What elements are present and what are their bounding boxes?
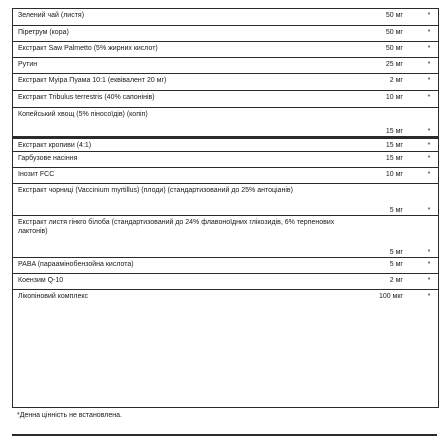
ingredient-name: Екстракт Муіра Пуама 10:1 (еквівалент 20 мг) — [18, 77, 167, 84]
ingredient-amount: 100 мкг — [378, 293, 403, 300]
ingredient-amount: 15 мг — [385, 155, 403, 162]
ingredient-amount: 5 мг — [389, 261, 403, 268]
daily-value-mark: * — [427, 171, 431, 178]
facts-row — [13, 151, 438, 168]
ingredient-amount: 15 мг — [385, 142, 403, 149]
daily-value-mark: * — [427, 94, 431, 101]
daily-value-mark: * — [427, 142, 431, 149]
facts-row — [13, 9, 438, 25]
ingredient-name: Гарбузове насіння — [18, 155, 78, 162]
daily-value-mark: * — [427, 293, 431, 300]
facts-row — [13, 215, 438, 258]
facts-row — [13, 73, 438, 91]
daily-value-mark: * — [427, 45, 431, 52]
ingredient-name: Копейський хвощ (5% піносоїдів) (копіп) — [18, 111, 148, 118]
facts-row — [13, 57, 438, 74]
daily-value-mark: * — [427, 277, 431, 284]
ingredient-amount: 25 мг — [385, 61, 403, 68]
daily-value-mark: * — [427, 29, 431, 36]
ingredient-name: PABA (параамінобензойна кислота) — [18, 261, 134, 268]
daily-value-mark: * — [427, 261, 431, 268]
ingredient-name: Екстракт кропиви (4:1) — [18, 142, 92, 149]
ingredient-name: Екстракт чорниці (Vaccinium myrtillus) (плоди) (стандартизований до 25% антоціанів) — [18, 187, 293, 194]
ingredient-name: Екстракт Tribulus terrestris (40% сапонінів) — [18, 94, 155, 101]
facts-row — [13, 273, 438, 290]
facts-row — [13, 167, 438, 184]
daily-value-mark: * — [427, 61, 431, 68]
ingredient-amount: 5 мг — [389, 249, 403, 256]
facts-row — [13, 289, 438, 307]
ingredient-amount: 15 мг — [385, 128, 403, 135]
ingredient-name: Екстракт листя гінкго білоба (стандартизований до 24% флавоноїдних глікозидів, 6% терпенових лактонів) — [18, 219, 335, 235]
daily-value-mark: * — [427, 155, 431, 162]
ingredient-amount: 10 мг — [385, 94, 403, 101]
ingredient-amount: 5 мг — [389, 207, 403, 214]
supplement-facts-table — [12, 8, 439, 408]
facts-row — [13, 25, 438, 42]
daily-value-mark: * — [427, 249, 431, 256]
ingredient-amount: 50 мг — [385, 29, 403, 36]
facts-row — [13, 183, 438, 216]
facts-row — [13, 257, 438, 274]
ingredient-amount: 2 мг — [389, 77, 403, 84]
daily-value-mark: * — [427, 12, 431, 19]
daily-value-mark: * — [427, 207, 431, 214]
ingredient-name: Лікопіновий комплекс — [18, 293, 89, 300]
ingredient-amount: 2 мг — [389, 277, 403, 284]
ingredient-amount: 50 мг — [385, 45, 403, 52]
ingredient-name: Піретрум (кора) — [18, 29, 69, 36]
ingredient-amount: 10 мг — [385, 171, 403, 178]
ingredient-name: Інозит FCC — [18, 171, 55, 178]
facts-row — [13, 107, 438, 137]
daily-value-mark: * — [427, 77, 431, 84]
ingredient-amount: 50 мг — [385, 12, 403, 19]
facts-row — [13, 41, 438, 58]
facts-row — [13, 90, 438, 108]
daily-value-mark: * — [427, 128, 431, 135]
ingredient-name: Зелений чай (листя) — [18, 12, 85, 19]
ingredient-name: Коензим Q-10 — [18, 277, 64, 284]
footnote: *Денна цінність не встановлена. — [17, 412, 122, 419]
ingredient-name: Екстракт Saw Palmetto (5% жирних кислот) — [18, 45, 158, 52]
ingredient-name: Рутин — [18, 61, 38, 68]
footer-divider — [12, 434, 437, 436]
